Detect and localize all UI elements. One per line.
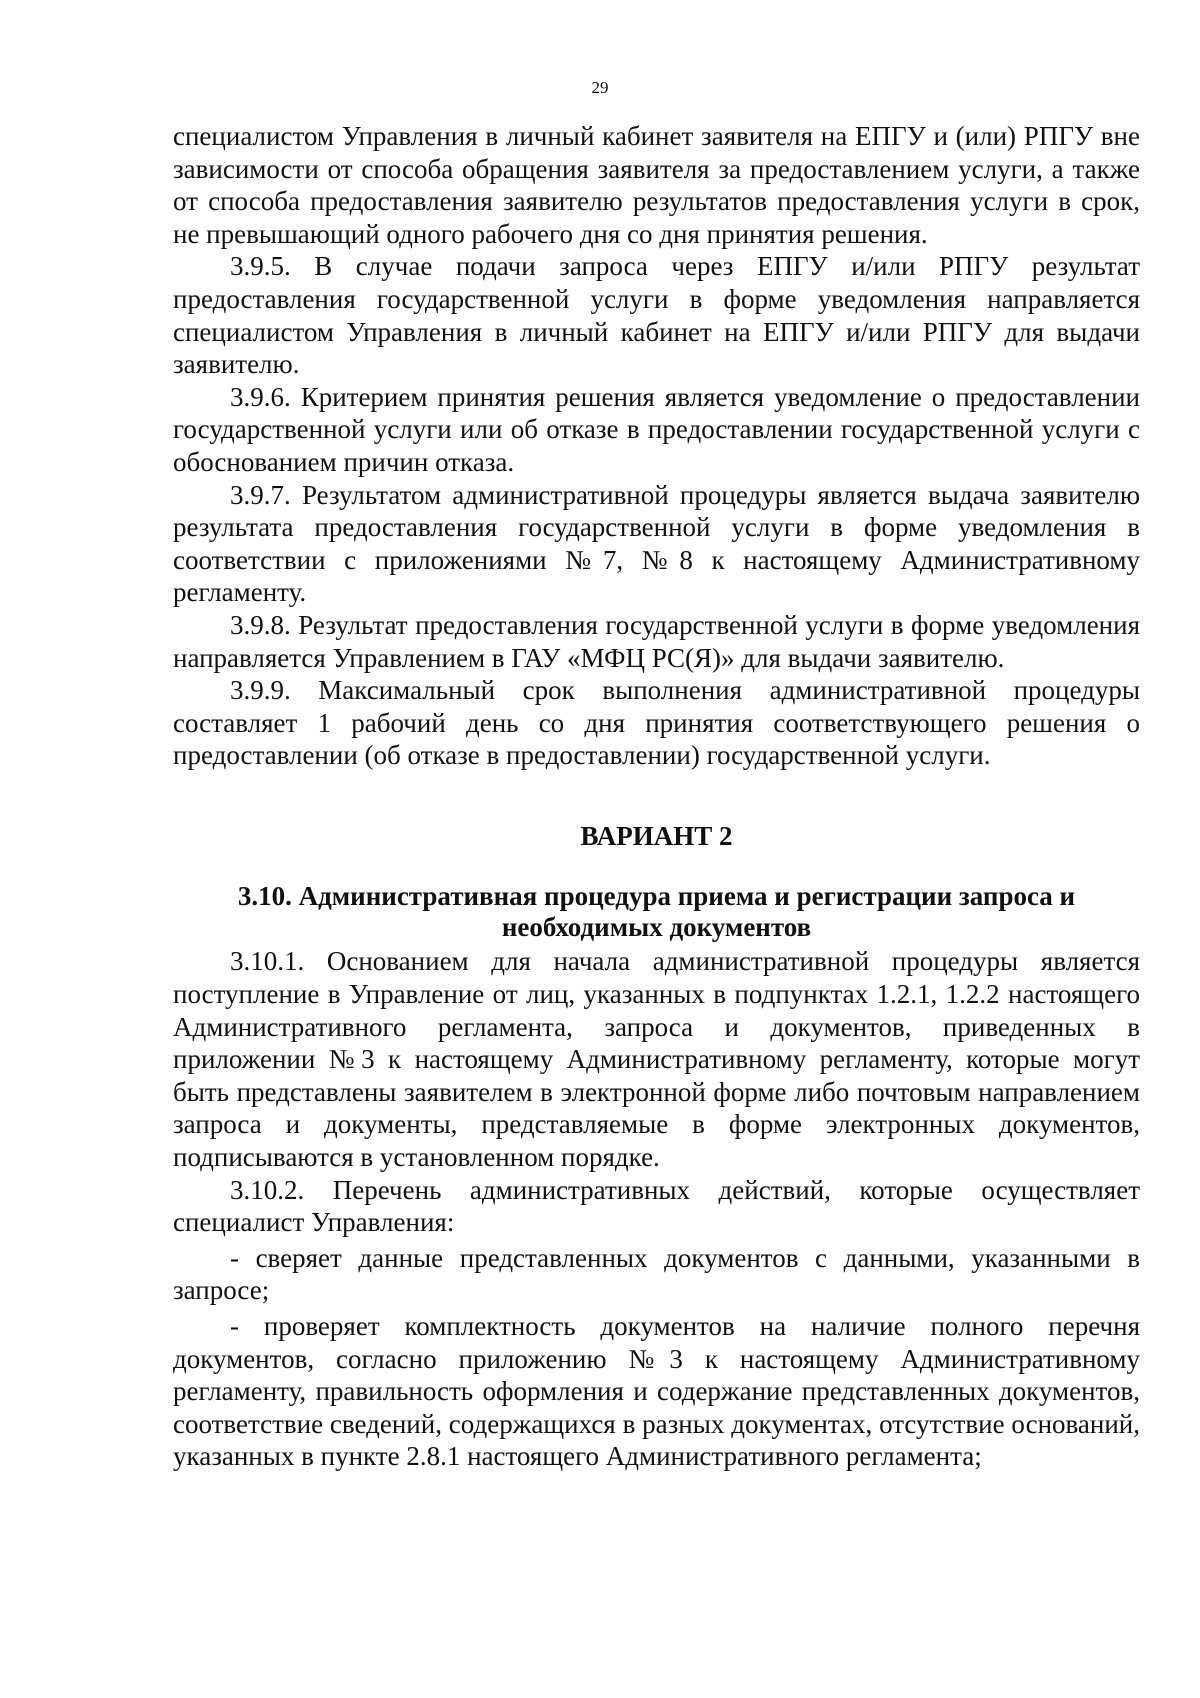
paragraph-3-9-6: 3.9.6. Критерием принятия решения является уведомление о предоставлении государственной услуги или об отказе в предоставлении государственной услуги с обоснованием причин отказа. [173,381,1140,477]
section-title-line-2: необходимых документов [501,912,812,943]
paragraph-3-9-9: 3.9.9. Максимальный срок выполнения административной процедуры составляет 1 рабочий день со дня принятия соответствующего решения о предоставлении (об отказе в предоставлении) государственной услуги. [173,675,1140,771]
paragraph-3-9-8: 3.9.8. Результат предоставления государственной услуги в форме уведомления направляется Управлением в ГАУ «МФЦ РС(Я)» для выдачи заявителю. [173,609,1140,673]
variant-heading: ВАРИАНТ 2 [580,820,733,851]
paragraph-3-10-2: 3.10.2. Перечень административных действий, которые осуществляет специалист Управления: [173,1174,1140,1238]
paragraph-3-9-5: 3.9.5. В случае подачи запроса через ЕПГУ и/или РПГУ результат предоставления государственной услуги в форме уведомления направляется специалистом Управления в личный кабинет на ЕПГУ и/или РПГУ для выдачи заявителю. [173,251,1140,380]
list-item-verify-data: - сверяет данные представленных документов с данными, указанными в запросе; [173,1242,1140,1306]
page-number: 29 [591,78,609,97]
section-title-line-1: 3.10. Административная процедура приема и регистрации запроса и [237,881,1076,912]
section-title [173,881,1140,943]
paragraph-continuation: специалистом Управления в личный кабинет заявителя на ЕПГУ и (или) РПГУ вне зависимости от способа обращения заявителя за предоставлением услуги, а также от способа предоставления заявителю результатов предоставления услуги в срок, не превышающий одного рабочего дня со дня принятия решения. [173,121,1140,249]
paragraph-3-9-7: 3.9.7. Результатом административной процедуры является выдача заявителю результата предоставления государственной услуги в форме уведомления в соответствии с приложениями №7, №8 к настоящему Административному регламенту. [173,479,1140,608]
document-body [173,120,1140,1473]
paragraph-3-10-1: 3.10.1. Основанием для начала административной процедуры является поступление в Управление от лиц, указанных в подпунктах 1.2.1, 1.2.2 настоящего Административного регламента, запроса и документов, приведенных в приложении №3 к настоящему Административному регламенту, которые могут быть представлены заявителем в электронной форме либо почтовым направлением запроса и документы, представляемые в форме электронных документов, подписываются в установленном порядке. [173,946,1140,1173]
list-item-check-completeness: - проверяет комплектность документов на наличие полного перечня документов, согласно приложению №3 к настоящему Административному регламенту, правильность оформления и содержание представленных документов, соответствие сведений, содержащихся в разных документах, отсутствие оснований, указанных в пункте 2.8.1 настоящего Административного регламента; [173,1311,1140,1472]
